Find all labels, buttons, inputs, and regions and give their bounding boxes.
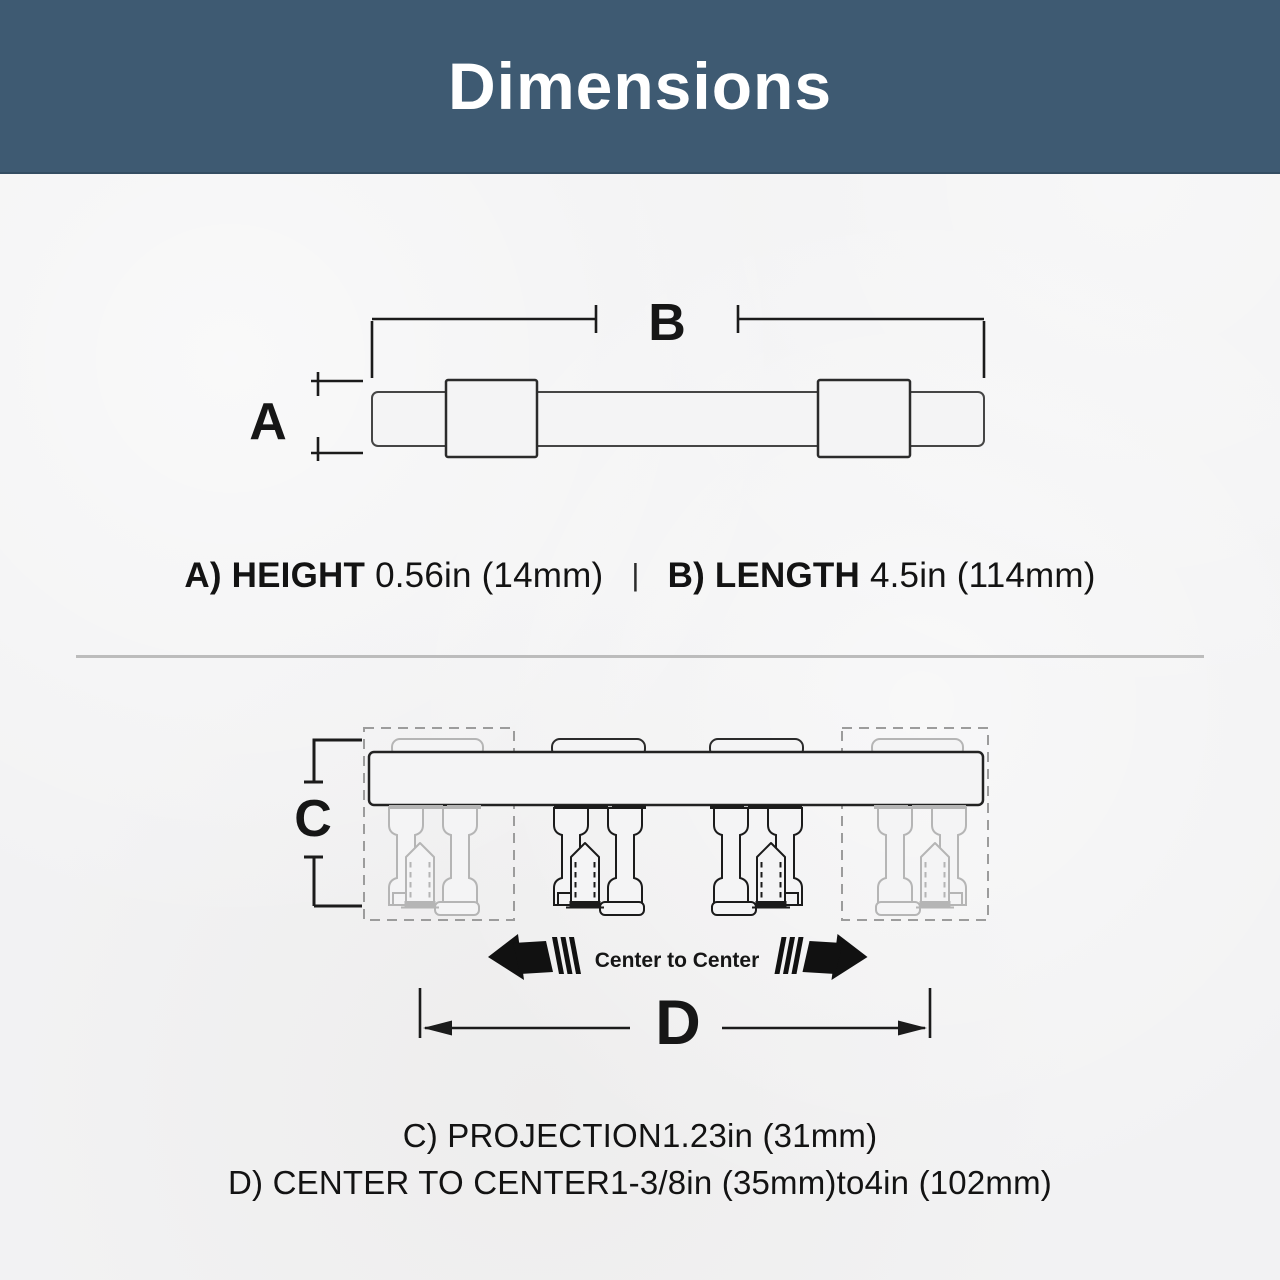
spec-c-value: 1.23in (31mm) xyxy=(661,1117,878,1154)
spec-c-label: C) PROJECTION xyxy=(402,1117,662,1154)
dimension-label-a: A xyxy=(249,393,287,451)
spec-b-label: B) LENGTH xyxy=(667,556,860,595)
pull-post-left xyxy=(446,380,537,457)
post-section-gray-left xyxy=(389,807,481,915)
spec-b-value: 4.5in (114mm) xyxy=(869,556,1096,595)
arrow-left-icon xyxy=(488,934,581,980)
pull-cross-section-diagram xyxy=(280,725,1010,1060)
spec-d-label: D) CENTER TO CENTER xyxy=(227,1164,611,1201)
dimension-a-lines xyxy=(311,372,363,461)
header-band xyxy=(0,0,1280,174)
dimension-d-arrowhead-right xyxy=(898,1021,927,1036)
dimension-label-d: D xyxy=(655,988,701,1058)
post-section-black-left xyxy=(554,807,646,915)
spec-d-to: to xyxy=(836,1164,865,1201)
spec-d-value-from: 1-3/8in (35mm) xyxy=(610,1164,837,1201)
spec-line-center-to-center xyxy=(0,1159,1280,1206)
pull-side-view-diagram xyxy=(230,295,1020,475)
spec-block-projection-center xyxy=(0,1112,1280,1206)
page-title: Dimensions xyxy=(447,49,833,123)
post-section-gray-right xyxy=(874,807,966,915)
spec-d-value-to: 4in (102mm) xyxy=(864,1164,1052,1201)
spec-separator: | xyxy=(631,557,640,592)
section-divider xyxy=(76,655,1204,658)
spec-line-height-length xyxy=(0,556,1280,596)
spec-a-value: 0.56in (14mm) xyxy=(375,556,604,595)
bar-cross-section xyxy=(369,752,983,805)
arrow-right-icon xyxy=(775,934,868,980)
center-to-center-label: Center to Center xyxy=(594,949,760,972)
dimension-label-b: B xyxy=(648,295,686,352)
post-section-black-right xyxy=(710,807,802,915)
dimension-label-c: C xyxy=(294,790,332,848)
spec-a-label: A) HEIGHT xyxy=(184,556,366,595)
spec-line-projection xyxy=(0,1112,1280,1159)
dimension-d-arrowhead-left xyxy=(423,1021,452,1036)
pull-post-right xyxy=(818,380,910,457)
